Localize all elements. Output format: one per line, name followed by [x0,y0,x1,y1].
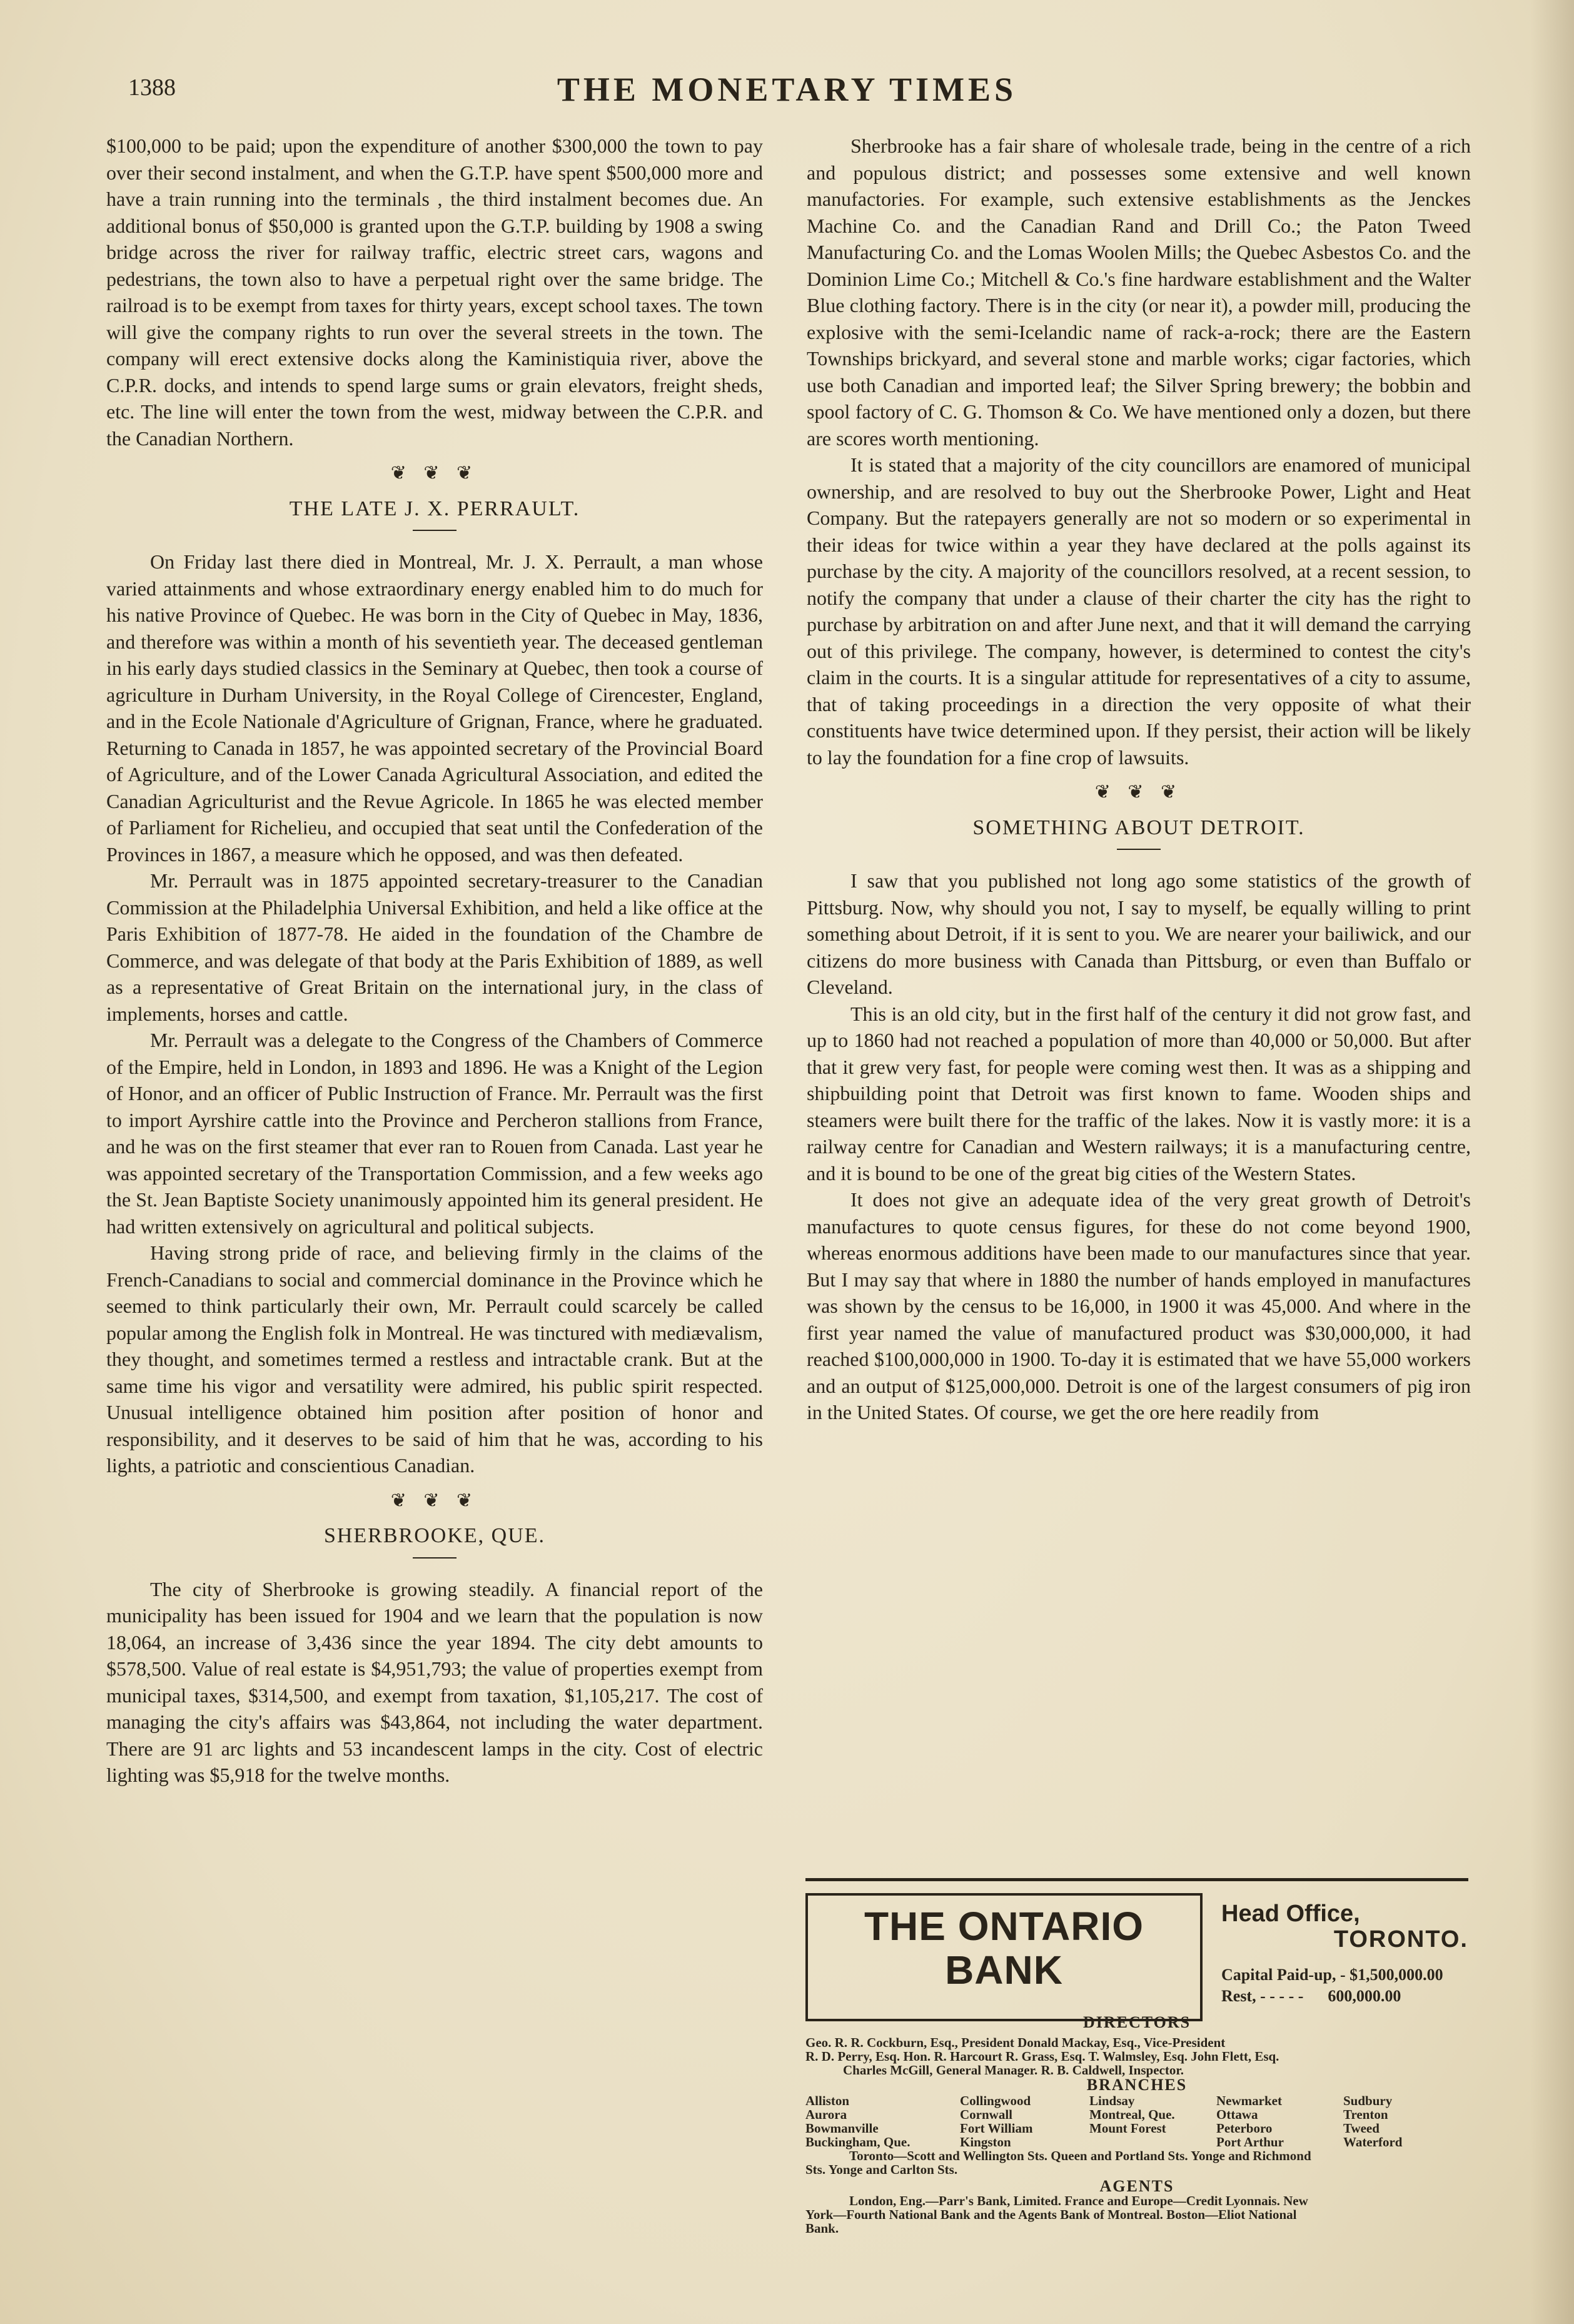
bank-name-line2: BANK [945,1948,1063,1993]
branch: Trenton [1343,2107,1388,2122]
branch: Fort William [960,2121,1033,2136]
paragraph: It is stated that a majority of the city councillors are enamored of municipal ownership, and are resolved to buy out the Sherbrooke Power, Light and Heat Company. But the ratepayers generally are not so modern or so experimental in their ideas for twice within a year they have declared at the polls against its purchase by the city. A majority of the councillors resolved, at a recent session, to notify the company that under a clause of their charter the city has the right to purchase by arbitration on and after June next, and that it will demand the carrying out of this privilege. The company, however, is determined to contest the city's claim in the courts. It is a singular attitude for representatives of a city to assume, that of taking proceedings in a direction the very opposite of what their constituents have twice determined upon. If they persist, their action will be likely to lay the foundation for a fine crop of lawsuits. [807,453,1471,769]
paragraph: It does not give an adequate idea of the very great growth of Detroit's manufactures to quote census figures, for these do not come beyond 1900, whereas enormous additions have been made to our manufactures since that year. But I may say that where in 1880 the number of hands employed in manufactures was shown by the census to be 16,000, in 1900 it was 45,000. And where in the first year named the value of manufactured product was $30,000,000, it had reached $100,000,000 in 1900. To-day it is estimated that we have 55,000 workers and an output of $125,000,000. Detroit is one of the largest consumers of pig iron in the United States. Of course, we get the ore here readily from [807,1188,1471,1423]
head-office-city: TORONTO. [1333,1926,1468,1953]
agents-line: York—Fourth National Bank and the Agents Bank of Montreal. Boston—Eliot National [805,2207,1297,2222]
toronto-branches-line: Sts. Yonge and Carlton Sts. [805,2162,958,2177]
left-column [106,133,763,1789]
branch: Sudbury [1343,2093,1393,2108]
bank-name-box [805,1893,1203,2021]
right-column [807,133,1471,1426]
section-ornament: ❦ ❦ ❦ [390,1490,479,1511]
branch [1089,2135,1216,2149]
branch: Collingwood [960,2093,1031,2108]
branch: Cornwall [960,2107,1012,2122]
directors-line: Charles McGill, General Manager. R. B. Caldwell, Inspector. [843,2063,1184,2078]
ad-top-rule [805,1878,1468,1881]
branch: Buckingham, Que. [805,2135,911,2150]
branch: Aurora [805,2107,847,2122]
ontario-bank-advertisement [805,1878,1468,2236]
page-number: 1388 [128,74,176,101]
branches-heading: BRANCHES [1086,2076,1188,2094]
branch: Mount Forest [1089,2121,1166,2136]
article-heading-detroit: SOMETHING ABOUT DETROIT. [972,816,1305,839]
directors-heading: DIRECTORS [1082,2013,1191,2031]
branch-row [805,2121,1468,2135]
article-heading-perrault: THE LATE J. X. PERRAULT. [289,497,580,520]
masthead: THE MONETARY TIMES [557,71,1017,108]
directors-line: Geo. R. R. Cockburn, Esq., President Donald Mackay, Esq., Vice-President [805,2035,1226,2050]
branch: Lindsay [1089,2093,1135,2108]
branch: Ottawa [1216,2107,1258,2122]
section-ornament: ❦ ❦ ❦ [1094,782,1183,802]
heading-rule [413,1557,457,1559]
paragraph: The city of Sherbrooke is growing steadily. A financial report of the municipality has been issued for 1904 and we learn that the population is now 18,064, an increase of 3,436 since the year 1894. The city debt amounts to $578,500. Value of real estate is $4,951,793; the value of properties exempt from municipal taxes, $314,500, and exempt from taxation, $1,105,217. The cost of managing the city's affairs was $43,864, not including the water department. There are 91 arc lights and 53 incandescent lamps in the city. Cost of electric lighting was $5,918 for the twelve months. [106,1577,763,1786]
heading-rule [413,530,457,531]
paragraph: Mr. Perrault was a delegate to the Congress of the Chambers of Commerce of the Empire, held in London, in 1893 and 1896. He was a Knight of the Legion of Honor, and an officer of Public Instruction of France. Mr. Perrault was the first to import Ayrshire cattle into the Province and Percheron stallions from France, and he was on the first steamer that ever ran to Rouen from Canada. Last year he was appointed secretary of the Transportation Commission, and a few weeks ago the St. Jean Baptiste Society unanimously appointed him its general president. He had written extensively on agricultural and political subjects. [106,1029,763,1238]
capital-line: Capital Paid-up, - $1,500,000.00 [1221,1966,1443,1984]
agents-line: Bank. [805,2221,839,2236]
paragraph: Mr. Perrault was in 1875 appointed secretary-treasurer to the Canadian Commission at the Philadelphia Universal Exhibition, and held a like office at the Paris Exhibition of 1877-78. He aided in the foundation of the Chambre de Commerce, and was delegate of that body at the Paris Exhibition of 1889, as well as a representative of Great Britain on the international jury, in the class of implements, horses and cattle. [106,869,763,1025]
branch: Tweed [1343,2121,1380,2136]
heading-rule [1117,849,1161,850]
branch-row [805,2135,1468,2149]
paragraph: Having strong pride of race, and believing firmly in the claims of the French-Canadians to social and commercial dominance in the Province which he seemed to think particularly their own, Mr. Perrault could scarcely be called popular among the English folk in Montreal. He was tinctured with mediævalism, they thought, and sometimes termed a restless and intractable crank. But at the same time his vigor and versatility were admired, his public spirit respected. Unusual intelligence obtained him position after position of honor and responsibility, and it deserves to be said of him that he was, according to his lights, a patriotic and conscientious Canadian. [106,1241,763,1477]
branch: Kingston [960,2135,1011,2150]
branch: Newmarket [1216,2093,1282,2108]
branch: Bowmanville [805,2121,879,2136]
binding-shadow [1530,0,1574,2324]
branch: Peterboro [1216,2121,1273,2136]
agents-heading: AGENTS [1099,2177,1174,2195]
toronto-branches-line: Toronto—Scott and Wellington Sts. Queen and Portland Sts. Yonge and Richmond [849,2148,1311,2163]
agents-line: London, Eng.—Parr's Bank, Limited. France and Europe—Credit Lyonnais. New [849,2193,1308,2208]
branch-row [805,2094,1468,2108]
branch: Port Arthur [1216,2135,1284,2150]
section-ornament: ❦ ❦ ❦ [390,463,479,483]
paragraph: I saw that you published not long ago some statistics of the growth of Pittsburg. Now, why should you not, I say to myself, be equally willing to print something about Detroit, if it is sent to you. We are nearer your bailiwick, and our citizens do more business with Canada than Pittsburg, or even than Buffalo or Cleveland. [807,869,1471,998]
branches-list [805,2094,1468,2149]
directors-line: R. D. Perry, Esq. Hon. R. Harcourt R. Grass, Esq. T. Walmsley, Esq. John Flett, Esq. [805,2049,1279,2064]
head-office-block [1221,1901,1468,2006]
branch: Montreal, Que. [1089,2107,1175,2122]
branch: Waterford [1343,2135,1403,2150]
branch-row [805,2108,1468,2121]
branch: Alliston [805,2093,850,2108]
article-heading-sherbrooke: SHERBROOKE, QUE. [323,1524,546,1547]
bank-name-line1: THE ONTARIO [864,1904,1144,1949]
paragraph: This is an old city, but in the first half of the century it did not grow fast, and up to 1860 had not reached a population of more than 40,000 or 50,000. But after that it grew very fast, for people were coming west then. It was as a shipping and shipbuilding point that Detroit was first known to fame. Wooden ships and steamers were built there for the traffic of the lakes. Now it is vastly more: it is a railway centre for Canadian and Western railways; it is a manufacturing centre, and it is bound to be one of the great big cities of the Western States. [807,1002,1471,1185]
rest-line: Rest, - - - - - 600,000.00 [1221,1987,1401,2005]
continued-paragraph: $100,000 to be paid; upon the expenditure of another $300,000 the town to pay over their second instalment, and when the G.T.P. have spent $500,000 more and have a train running into the terminals , the third instalment becomes due. An additional bonus of $50,000 is granted upon the G.T.P. building by 1908 a swing bridge across the river for railway traffic, electric street cars, wagons and pedestrians, the town also to have a perpetual right over the same bridge. The railroad is to be exempt from taxes for thirty years, except school taxes. The town will give the company rights to run over the several streets in the town. The company will erect extensive docks along the Kaministiquia river, above the C.P.R. docks, and intends to spend large sums or grain elevators, freight sheds, etc. The line will enter the town from the west, midway between the C.P.R. and the Canadian Northern. [106,134,763,450]
head-office-label: Head Office, [1221,1901,1360,1927]
paragraph: On Friday last there died in Montreal, Mr. J. X. Perrault, a man whose varied attainments and whose extraordinary energy enabled him to do much for his native Province of Quebec. He was born in the City of Quebec in May, 1836, and therefore was within a month of his seventieth year. The deceased gentleman in his early days studied classics in the Seminary at Quebec, then took a course of agriculture in Durham University, in the Royal College of Cirencester, England, and in the Ecole Nationale d'Agriculture of Grignan, France, where he graduated. Returning to Canada in 1857, he was appointed secretary of the Provincial Board of Agriculture, and of the Lower Canada Agricultural Association, and edited the Canadian Agriculturist and the Revue Agricole. In 1865 he was elected member of Parliament for Richelieu, and occupied that seat until the Confederation of the Provinces in 1867, a measure which he opposed, and was then defeated. [106,550,763,866]
paragraph: Sherbrooke has a fair share of wholesale trade, being in the centre of a rich and populous district; and possesses some extensive and well known manufactories. For example, such extensive establishments as the Jenckes Machine Co. and the Canadian Rand and Drill Co.; the Paton Tweed Manufacturing Co. and the Lomas Woolen Mills; the Quebec Asbestos Co. and the Dominion Lime Co.; Mitchell & Co.'s fine hardware establishment and the Walter Blue clothing factory. There is in the city (or near it), a powder mill, producing the explosive with the semi-Icelandic name of rack-a-rock; there are the Eastern Townships brickyard, and several stone and marble works; cigar factories, which use both Canadian and imported leaf; the Silver Spring brewery; the bobbin and spool factory of C. G. Thomson & Co. We have mentioned only a dozen, but there are scores worth mentioning. [807,134,1471,450]
